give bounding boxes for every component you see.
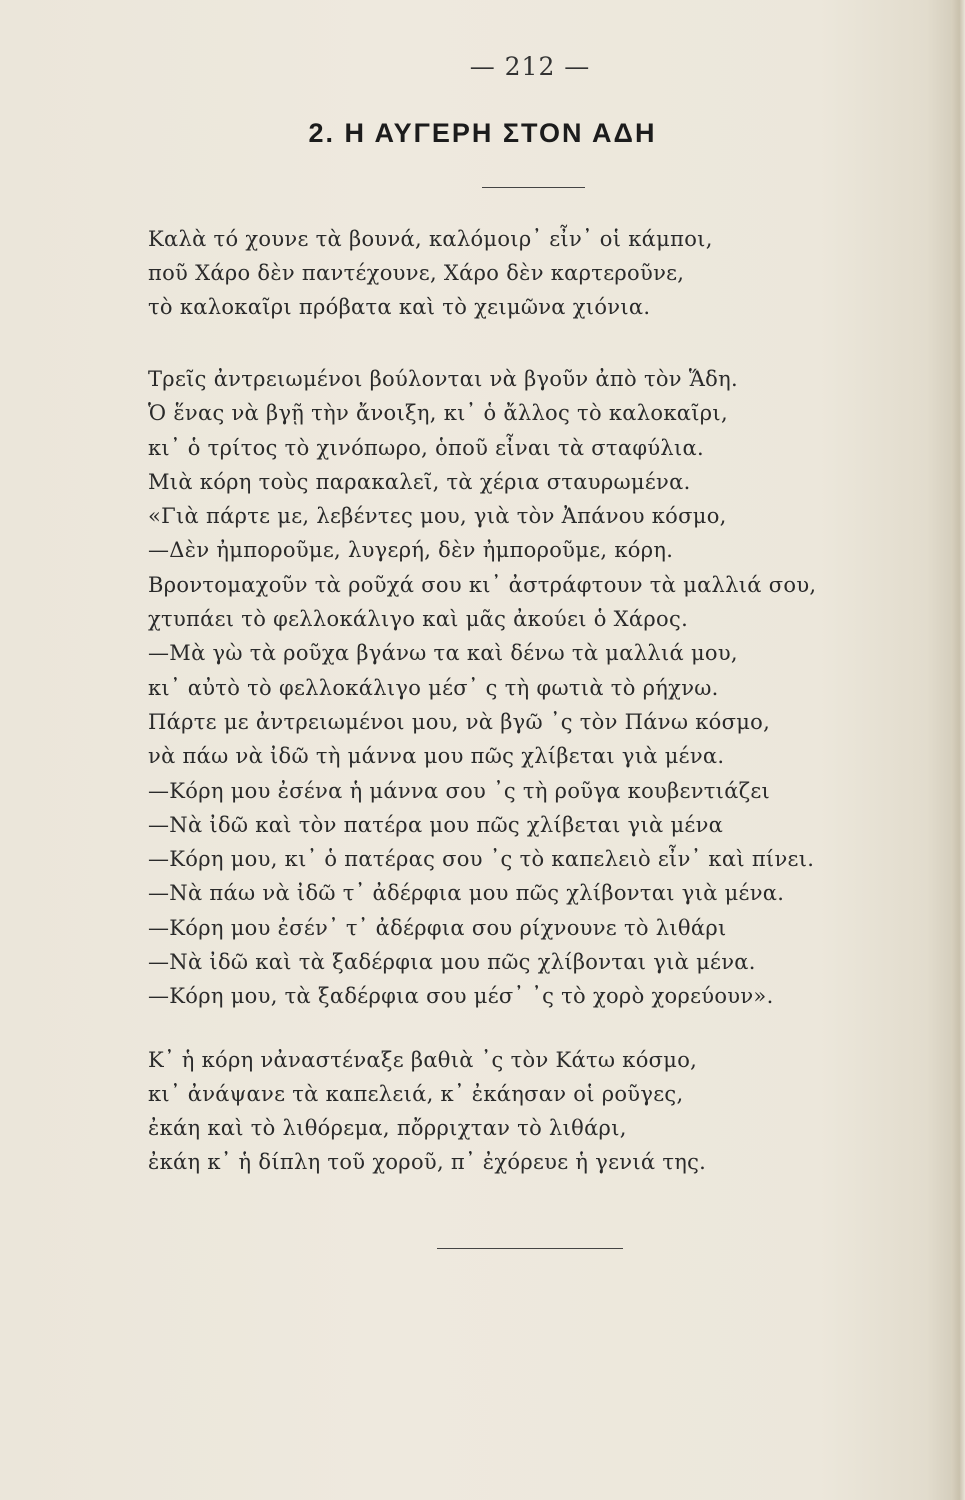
verse-line: κι᾽ ἀνάψανε τὰ καπελειά, κ᾽ ἐκάησαν οἱ ροῦγες, [148,1082,684,1106]
verse-line: —Μὰ γὼ τὰ ροῦχα βγάνω τα καὶ δένω τὰ μαλλιά μου, [148,641,738,666]
stanza-1 [148,222,848,324]
verse-line: Μιὰ κόρη τοὺς παρακαλεῖ, τὰ χέρια σταυρωμένα. [148,469,691,494]
verse-line: κι᾽ αὐτὸ τὸ φελλοκάλιγο μέσ᾽ ς τὴ φωτιὰ τὸ ρήχνω. [148,675,719,700]
verse-line: Πάρτε με ἀντρειωμένοι μου, νὰ βγῶ ᾽ς τὸν Πάνω κόσμο, [148,709,771,734]
verse-line: ποῦ Χάρο δὲν παντέχουνε, Χάρο δὲν καρτεροῦνε, [148,261,685,285]
verse-line: —Νὰ ἰδῶ καὶ τὸν πατέρα μου πῶς χλίβεται γιὰ μένα [148,812,724,837]
poem-title: 2. Η ΑΥΓΕΡΗ ΣΤΟΝ ΑΔΗ [308,118,657,148]
verse-line: Κ᾽ ἡ κόρη νἀναστέναξε βαθιὰ ᾽ς τὸν Κάτω κόσμο, [148,1048,698,1072]
verse-line: —Κόρη μου ἐσένα ἡ μάννα σου ᾽ς τὴ ροῦγα κουβεντιάζει [148,778,771,803]
verse-line: —Νὰ πάω νὰ ἰδῶ τ᾽ ἀδέρφια μου πῶς χλίβονται γιὰ μένα. [148,881,785,906]
page-edge-shadow [951,0,965,1500]
verse-line: —Κόρη μου ἐσέν᾽ τ᾽ ἀδέρφια σου ρίχνουνε τὸ λιθάρι [148,915,727,940]
verse-line: —Κόρη μου, κι᾽ ὁ πατέρας σου ᾽ς τὸ καπελειὸ εἶν᾽ καὶ πίνει. [148,847,815,872]
verse-line: χτυπάει τὸ φελλοκάλιγο καὶ μᾶς ἀκούει ὁ Χάρος. [148,607,689,632]
end-divider [437,1248,623,1249]
verse-line: Καλὰ τό χουνε τὰ βουνά, καλόμοιρ᾽ εἶν᾽ οἱ κάμποι, [148,227,713,251]
verse-line: κι᾽ ὁ τρίτος τὸ χινόπωρο, ὁποῦ εἶναι τὰ σταφύλια. [148,435,704,460]
stanza-2 [148,362,848,1014]
verse-line: ἐκάη κ᾽ ἡ δίπλη τοῦ χοροῦ, π᾽ ἐχόρευε ἡ γενιά της. [148,1150,707,1174]
verse-line: —Κόρη μου, τὰ ξαδέρφια σου μέσ᾽ ᾽ς τὸ χορὸ χορεύουν». [148,984,774,1009]
verse-line: τὸ καλοκαῖρι πρόβατα καὶ τὸ χειμῶνα χιόνια. [148,295,651,319]
verse-line: νὰ πάω νὰ ἰδῶ τὴ μάννα μου πῶς χλίβεται γιὰ μένα. [148,744,725,769]
verse-line: Βροντομαχοῦν τὰ ροῦχά σου κι᾽ ἀστράφτουν τὰ μαλλιά σου, [148,572,817,597]
title-divider [482,187,585,188]
stanza-3 [148,1043,848,1179]
page-number: — 212 — [469,52,591,81]
verse-line: «Γιὰ πάρτε με, λεβέντες μου, γιὰ τὸν Ἀπάνου κόσμο, [148,504,727,529]
verse-line: —Δὲν ἠμποροῦμε, λυγερή, δὲν ἠμποροῦμε, κόρη. [148,538,674,563]
verse-line: Ὁ ἕνας νὰ βγῇ τὴν ἄνοιξη, κι᾽ ὁ ἄλλος τὸ καλοκαῖρι, [148,401,728,426]
verse-line: ἐκάη καὶ τὸ λιθόρεμα, πὄρριχταν τὸ λιθάρι, [148,1116,627,1140]
verse-line: —Νὰ ἰδῶ καὶ τὰ ξαδέρφια μου πῶς χλίβονται γιὰ μένα. [148,950,756,975]
verse-line: Τρεῖς ἀντρειωμένοι βούλονται νὰ βγοῦν ἀπὸ τὸν Ἅδη. [148,367,738,391]
